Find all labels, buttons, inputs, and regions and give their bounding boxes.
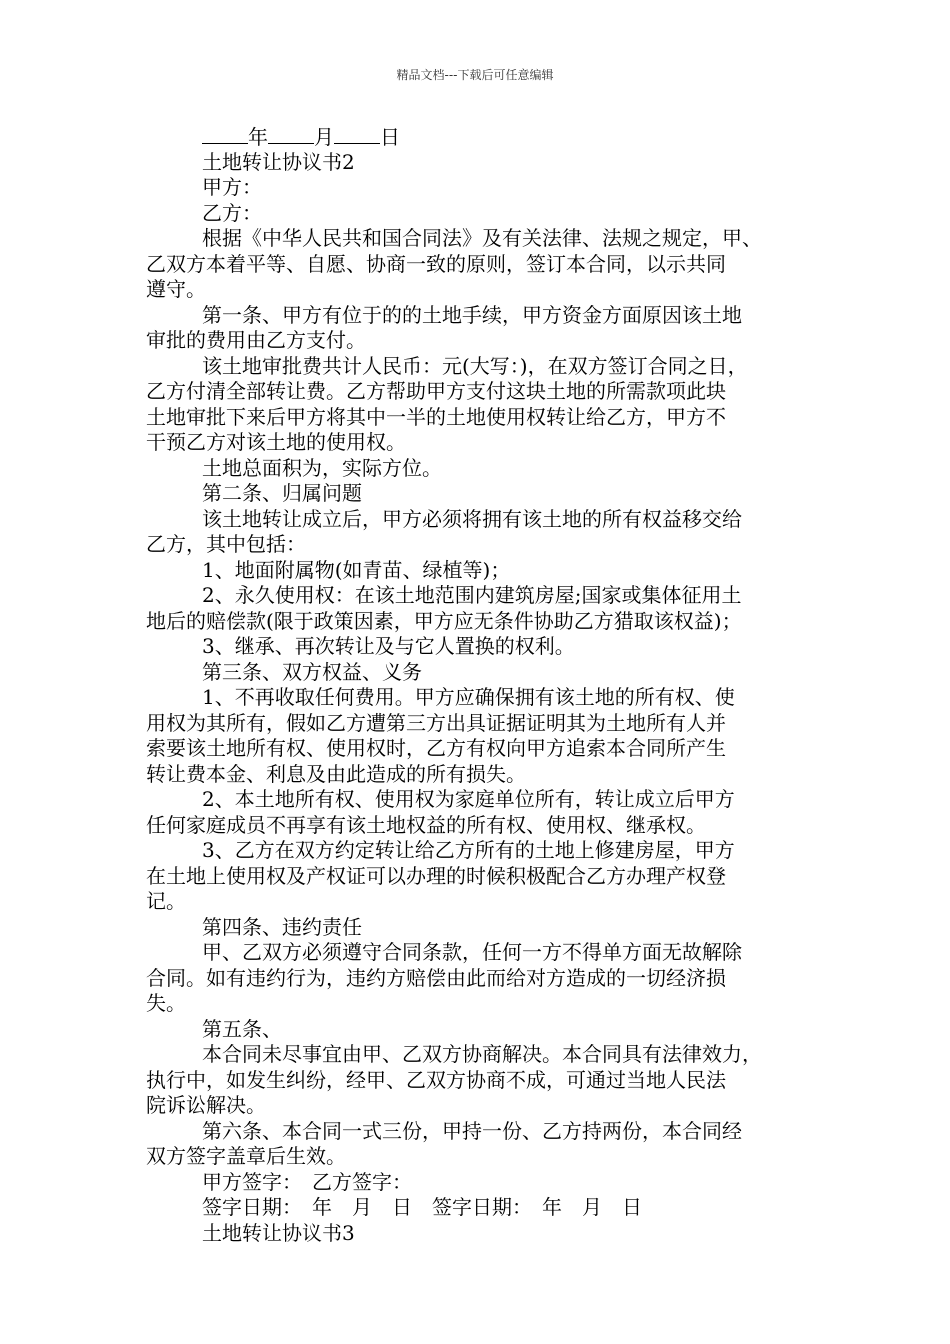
- text-line: 2、本土地所有权、使用权为家庭单位所有，转让成立后甲方: [202, 787, 735, 811]
- text-line: 双方签字盖章后生效。: [146, 1144, 346, 1168]
- text-line: 2、永久使用权：在该土地范围内建筑房屋;国家或集体征用土: [202, 583, 742, 607]
- text-line: 院诉讼解决。: [146, 1093, 266, 1117]
- text-line: 该土地转让成立后，甲方必须将拥有该土地的所有权益移交给: [202, 506, 742, 531]
- paragraph-lines: [146, 150, 826, 1247]
- text-line: 本合同未尽事宜由甲、乙双方协商解决。本合同具有法律效力，: [202, 1042, 762, 1066]
- text-line: 甲、乙双方必须遵守合同条款，任何一方不得单方面无故解除: [202, 940, 742, 964]
- text-line: 3、继承、再次转让及与它人置换的权利。: [202, 634, 575, 658]
- text-line: 第三条、双方权益、义务: [202, 659, 422, 684]
- text-line: 土地总面积为，实际方位。: [202, 455, 442, 480]
- text-line: 第一条、甲方有位于的的土地手续，甲方资金方面原因该土地: [202, 302, 742, 327]
- text-line: 合同。如有违约行为，违约方赔偿由此而给对方造成的一切经济损: [146, 965, 726, 990]
- text-line: 乙方：: [202, 200, 262, 225]
- page-header: 精品文档---下载后可任意编辑: [396, 68, 554, 82]
- text-line: 1、地面附属物(如青苗、绿植等)；: [202, 557, 511, 582]
- text-line: 土地审批下来后甲方将其中一半的土地使用权转让给乙方，甲方不: [146, 404, 726, 429]
- text-line: 签字日期： 年 月 日 签字日期： 年 月 日: [202, 1195, 642, 1219]
- day-label: 日: [380, 125, 400, 149]
- text-line: 根据《中华人民共和国合同法》及有关法律、法规之规定，甲、: [202, 226, 762, 250]
- document-body: [146, 124, 826, 1246]
- month-blank: [268, 124, 314, 144]
- text-line: 乙方，其中包括：: [146, 532, 306, 556]
- text-line: 该土地审批费共计人民币：元(大写：)，在双方签订合同之日，: [202, 353, 748, 378]
- text-line: 遵守。: [146, 277, 206, 301]
- text-line: 甲方：: [202, 175, 262, 199]
- text-line: 用权为其所有，假如乙方遭第三方出具证据证明其为土地所有人并: [146, 710, 726, 735]
- text-line: 第五条、: [202, 1016, 282, 1041]
- month-label: 月: [314, 125, 334, 149]
- text-line: 乙双方本着平等、自愿、协商一致的原则，签订本合同，以示共同: [146, 251, 726, 276]
- text-line: 审批的费用由乙方支付。: [146, 328, 366, 352]
- day-blank: [334, 124, 380, 144]
- text-line: 甲方签字： 乙方签字：: [202, 1169, 412, 1194]
- text-line: 转让费本金、利息及由此造成的所有损失。: [146, 761, 526, 786]
- text-line: 失。: [146, 991, 186, 1015]
- text-line: 记。: [146, 889, 186, 913]
- text-line: 第四条、违约责任: [202, 914, 362, 939]
- text-line: 乙方付清全部转让费。乙方帮助甲方支付这块土地的所需款项此块: [146, 379, 726, 403]
- text-line: 地后的赔偿款(限于政策因素，甲方应无条件协助乙方猎取该权益)；: [146, 608, 742, 633]
- date-line: [146, 124, 826, 150]
- text-line: 干预乙方对该土地的使用权。: [146, 430, 406, 454]
- text-line: 索要该土地所有权、使用权时，乙方有权向甲方追索本合同所产生: [146, 736, 726, 760]
- text-line: 执行中，如发生纠纷，经甲、乙双方协商不成，可通过当地人民法: [146, 1067, 726, 1092]
- text-line: 3、乙方在双方约定转让给乙方所有的土地上修建房屋，甲方: [202, 838, 735, 862]
- year-blank: [202, 124, 248, 144]
- text-line: 第二条、归属问题: [202, 481, 362, 505]
- text-line: 土地转让协议书3: [202, 1220, 355, 1245]
- text-line: 在土地上使用权及产权证可以办理的时候积极配合乙方办理产权登: [146, 863, 726, 888]
- text-line: 任何家庭成员不再享有该土地权益的所有权、使用权、继承权。: [146, 812, 706, 837]
- text-line: 1、不再收取任何费用。甲方应确保拥有该土地的所有权、使: [202, 685, 735, 709]
- text-line: 土地转让协议书2: [202, 149, 355, 174]
- text-line: 第六条、本合同一式三份，甲持一份、乙方持两份，本合同经: [202, 1118, 742, 1143]
- year-label: 年: [248, 125, 268, 149]
